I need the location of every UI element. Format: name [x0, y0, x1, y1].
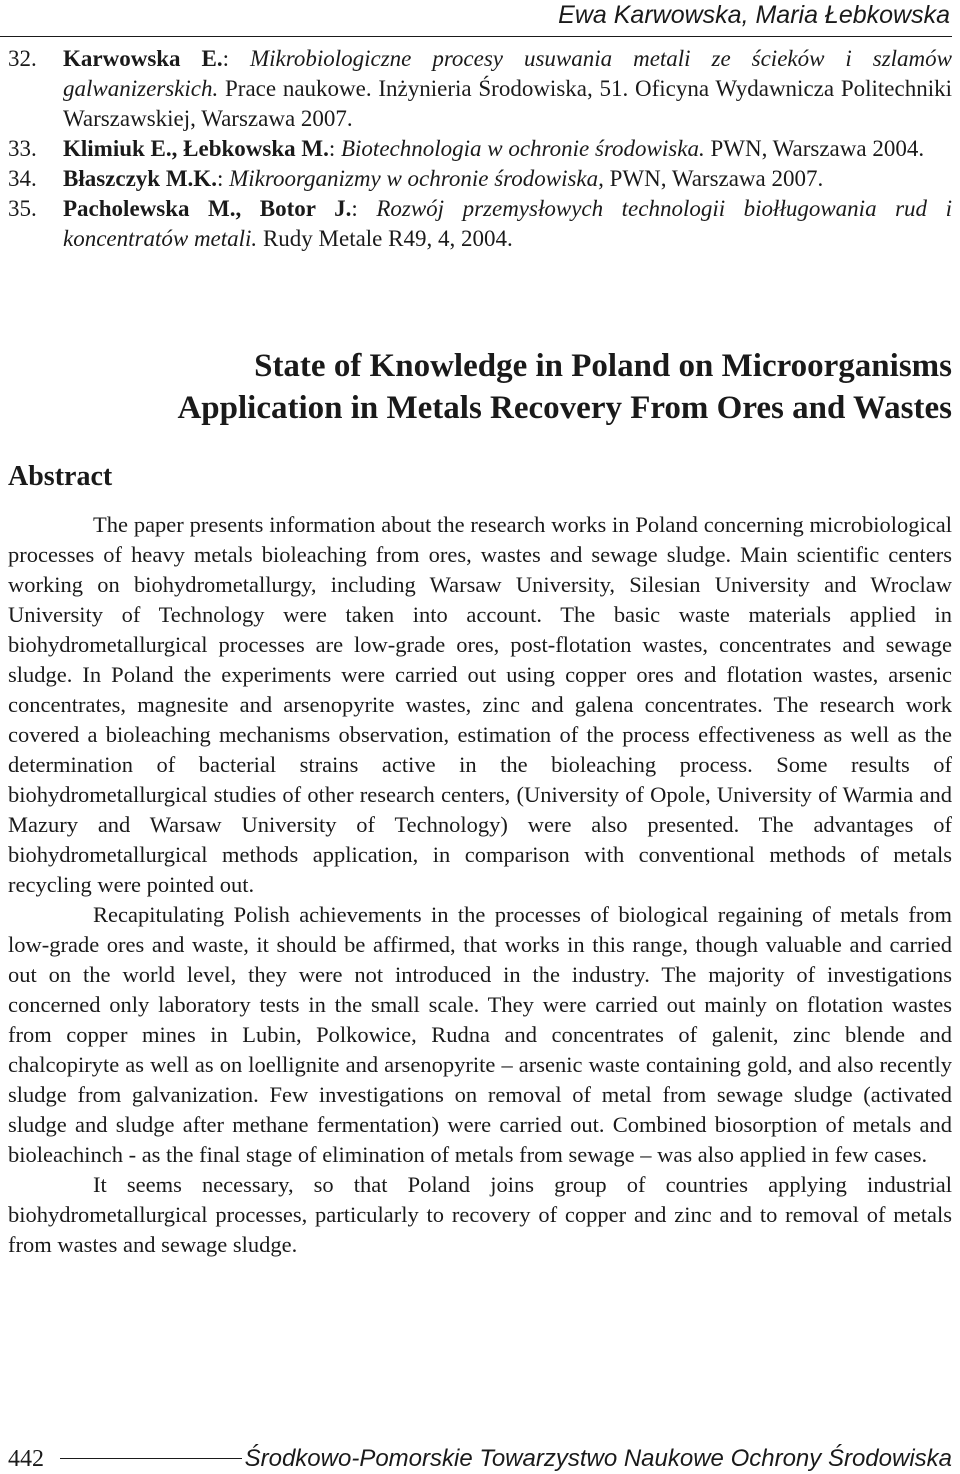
abstract-paragraph: Recapitulating Polish achievements in the processes of biological regaining of metals from low-grade ores and waste, it should be affirmed, that works in this range, though valuable and carried out on the world level, they were not introduced in the industry. The majority of investigations concerned only laboratory tests in the small scale. They were carried out mainly on flotation wastes from copper mines in Lubin, Polkowice, Rudna and concentrates of galenit, zinc blende and chalcopiryte as well as on loellignite and arsenopyrite – arsenic waste containing gold, and also recently sludge from galvanization. Few investigations on removal of metal from sewage sludge (activated sludge and sludge after methane fermentation) were carried out. Combined biosorption of metals and bioleachinch - as the final stage of elimination of metals from sewage – was also applied in few cases. — [8, 902, 952, 1167]
paper-title-line-1: State of Knowledge in Poland on Microorganisms — [254, 348, 952, 384]
reference-author: Błaszczyk M.K. — [63, 166, 217, 191]
reference-author: Karwowska E. — [63, 46, 223, 71]
abstract-heading: Abstract — [8, 461, 113, 492]
abstract-paragraph: It seems necessary, so that Poland joins group of countries applying industrial biohydrometallurgical processes, particularly to recovery of copper and zinc and to removal of metals from wastes and sewage sludge. — [8, 1172, 952, 1257]
reference-title: Mikroorganizmy w ochronie środowiska, — [229, 166, 604, 191]
running-header — [0, 0, 952, 37]
reference-publisher: PWN, Warszawa 2007. — [603, 166, 824, 191]
reference-publisher: Prace naukowe. Inżynieria Środowiska, 51. Oficyna Wydawnicza Politechniki Warszawskiej, Warszawa 2007. — [63, 76, 952, 131]
paper-title — [8, 345, 952, 429]
reference-author: Pacholewska M., Botor J. — [63, 196, 352, 221]
reference-list — [8, 44, 952, 254]
reference-number: 32. — [8, 46, 37, 71]
page-footer — [8, 1444, 952, 1474]
abstract-body — [8, 510, 952, 1260]
reference-author: Klimiuk E., Łebkowska M. — [63, 136, 329, 161]
paper-title-line-2: Application in Metals Recovery From Ores and Wastes — [177, 390, 952, 426]
reference-number: 33. — [8, 136, 37, 161]
journal-name: Środkowo-Pomorskie Towarzystwo Naukowe Ochrony Środowiska — [244, 1445, 952, 1472]
reference-number: 34. — [8, 166, 37, 191]
reference-item: 34. Błaszczyk M.K.: Mikroorganizmy w ochronie środowiska, PWN, Warszawa 2007. — [8, 164, 952, 194]
header-authors: Ewa Karwowska, Maria Łebkowska — [558, 1, 950, 29]
reference-item: 35. Pacholewska M., Botor J.: Rozwój przemysłowych technologii biołługowania rud i koncentratów metali. Rudy Metale R49, 4, 2004. — [8, 196, 952, 251]
reference-item: 33. Klimiuk E., Łebkowska M.: Biotechnologia w ochronie środowiska. PWN, Warszawa 2004. — [8, 134, 952, 164]
reference-publisher: Rudy Metale R49, 4, 2004. — [257, 226, 513, 251]
abstract-paragraph: The paper presents information about the research works in Poland concerning microbiological processes of heavy metals bioleaching from ores, wastes and sewage sludge. Main scientific centers working on biohydrometallurgy, including Warsaw University, Silesian University and Wroclaw University of Technology were taken into account. The basic waste materials applied in biohydrometallurgical processes are low-grade ores, post-flotation wastes, concentrates and sewage sludge. In Poland the experiments were carried out using copper ores and flotation wastes, arsenic concentrates, magnesite and arsenopyrite wastes, zinc and galena concentrates. The research work covered a bioleaching mechanisms observation, estimation of the process effectiveness as well as the determination of bacterial strains active in the bioleaching process. Some results of biohydrometallurgical studies of other research centers, (University of Opole, University of Warmia and Mazury and Warsaw University of Technology) were also presented. The advantages of biohydrometallurgical methods application, in comparison with conventional methods of metals recycling were pointed out. — [8, 512, 952, 897]
reference-title: Biotechnologia w ochronie środowiska. — [340, 136, 705, 161]
page-number: 442 — [8, 1446, 44, 1472]
reference-number: 35. — [8, 196, 37, 221]
footer-rule — [60, 1458, 242, 1459]
reference-item: 32. Karwowska E.: Mikrobiologiczne procesy usuwania metali ze ścieków i szlamów galwanizerskich. Prace naukowe. Inżynieria Środowiska, 51. Oficyna Wydawnicza Politechniki Warszawskiej, Warszawa 2007. — [8, 46, 953, 131]
reference-title: Rozwój przemysłowych technologii biołługowania rud i koncentratów metali. — [63, 196, 952, 251]
reference-publisher: PWN, Warszawa 2004. — [704, 136, 925, 161]
reference-title: Mikrobiologiczne procesy usuwania metali ze ścieków i szlamów galwanizerskich. — [63, 46, 953, 101]
